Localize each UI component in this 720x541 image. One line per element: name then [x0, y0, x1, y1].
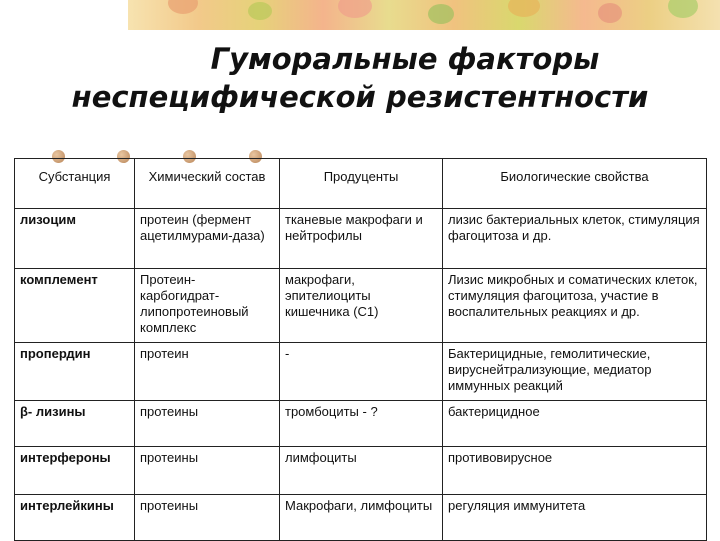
cell-substance: комплемент [15, 269, 135, 343]
column-header-substance: Субстанция [15, 159, 135, 209]
cell-properties: лизис бактериальных клеток, стимуляция фагоцитоза и др. [443, 209, 707, 269]
table-row [15, 269, 707, 343]
cell-composition: протеин [135, 343, 280, 401]
cell-composition: протеин (фермент ацетилмурами-даза) [135, 209, 280, 269]
cell-substance: лизоцим [15, 209, 135, 269]
title-line-2: неспецифической резистентности [71, 80, 649, 114]
cell-properties: Бактерицидные, гемолитические, вируснейтрализующие, медиатор иммунных реакций [443, 343, 707, 401]
cell-substance: пропердин [15, 343, 135, 401]
cell-substance: интерлейкины [15, 495, 135, 541]
cell-substance: β- лизины [15, 401, 135, 447]
column-header-composition: Химический состав [135, 159, 280, 209]
cell-properties: регуляция иммунитета [443, 495, 707, 541]
cell-producers: макрофаги, эпителиоциты кишечника (С1) [280, 269, 443, 343]
cell-properties: Лизис микробных и соматических клеток, стимуляция фагоцитоза, участие в воспалительных реакциях и др. [443, 269, 707, 343]
page-title [0, 40, 720, 116]
cell-composition: Протеин-карбогидрат-липопротеиновый комплекс [135, 269, 280, 343]
cell-composition: протеины [135, 447, 280, 495]
table-row [15, 495, 707, 541]
table-header-row [15, 159, 707, 209]
cell-substance: интерфероны [15, 447, 135, 495]
cell-composition: протеины [135, 495, 280, 541]
resistance-factors-table [14, 158, 707, 541]
cell-producers: тканевые макрофаги и нейтрофилы [280, 209, 443, 269]
title-line-1: Гуморальные факторы [210, 42, 600, 76]
cell-producers: Макрофаги, лимфоциты [280, 495, 443, 541]
cell-producers: лимфоциты [280, 447, 443, 495]
cell-producers: тромбоциты - ? [280, 401, 443, 447]
column-header-properties: Биологические свойства [443, 159, 707, 209]
table-row [15, 209, 707, 269]
table-row [15, 447, 707, 495]
decorative-banner [128, 0, 720, 30]
column-header-producers: Продуценты [280, 159, 443, 209]
table-row [15, 401, 707, 447]
cell-properties: бактерицидное [443, 401, 707, 447]
cell-composition: протеины [135, 401, 280, 447]
table-row [15, 343, 707, 401]
cell-producers: - [280, 343, 443, 401]
cell-properties: противовирусное [443, 447, 707, 495]
